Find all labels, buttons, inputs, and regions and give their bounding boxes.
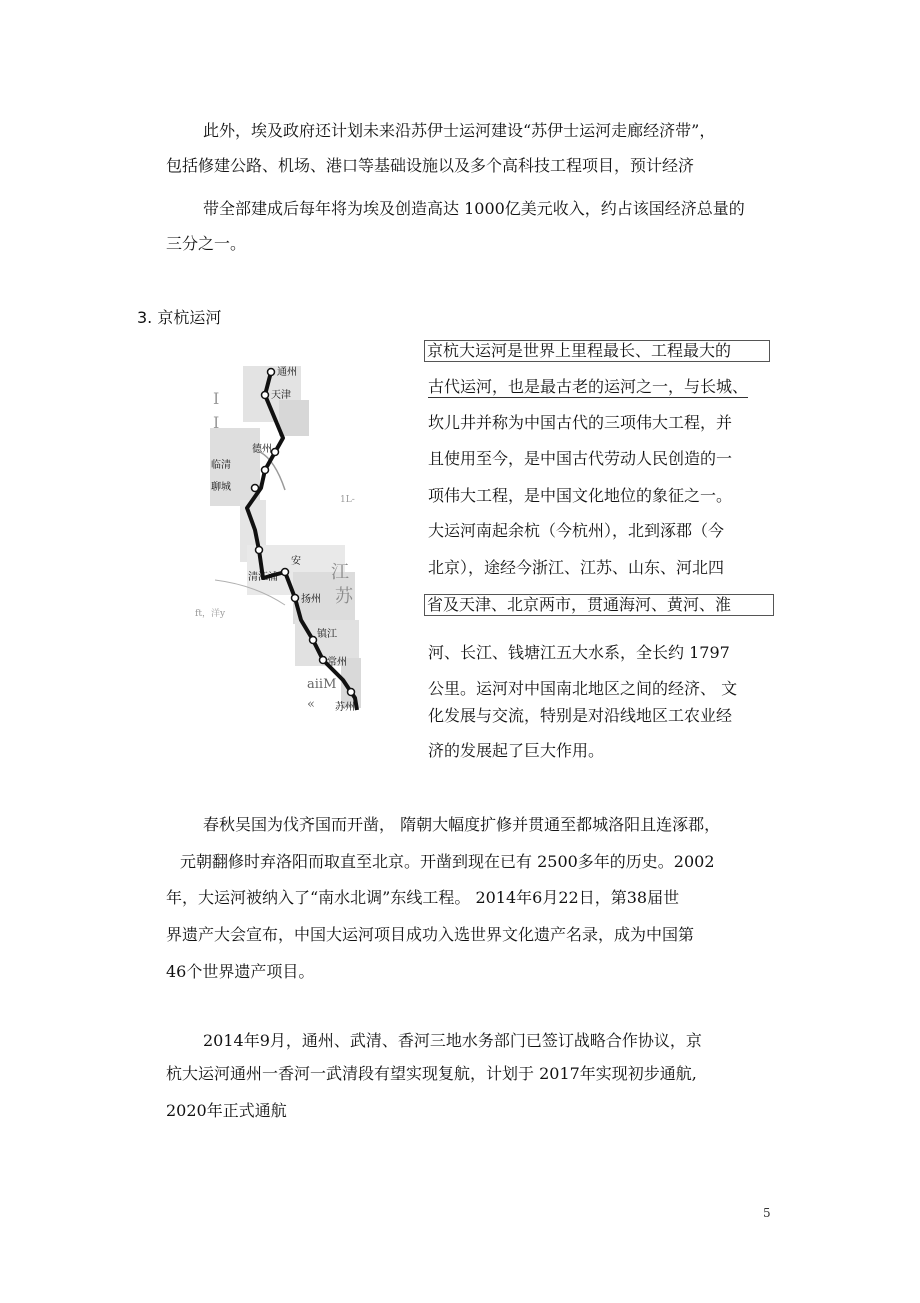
intro-line-4: 三分之一。 — [166, 234, 247, 253]
side-line-1-boxed: 京杭大运河是世界上里程最长、工程最大的 — [424, 340, 770, 362]
city-marker-tongzhou — [268, 369, 275, 376]
city-marker-changzhou — [320, 657, 327, 664]
scan-artifact: I — [213, 389, 220, 408]
side-line-6: 大运河南起余杭（今杭州），北到涿郡（今 — [428, 521, 725, 540]
city-label-liaocheng: 聊城 — [211, 482, 231, 493]
future-line-3: 2020年正式通航 — [166, 1101, 287, 1120]
scan-artifact: I — [213, 413, 220, 432]
scan-artifact: aiiM — [307, 677, 337, 692]
city-label-tianjin: 天津 — [271, 390, 291, 401]
city-label-linqing: 临清 — [211, 460, 231, 471]
history-line-4: 界遗产大会宣布，中国大运河项目成功入选世界文化遗产名录，成为中国第 — [166, 925, 695, 944]
city-label-suzhou: 苏州 — [335, 702, 355, 713]
side-line-4: 且使用至今，是中国古代劳动人民创造的一 — [428, 449, 733, 468]
side-line-2-underlined: 古代运河，也是最古老的运河之一，与长城、 — [428, 377, 749, 396]
side-line-8-boxed: 省及天津、北京两市，贯通海河、黄河、淮 — [424, 594, 774, 616]
city-label-yangzhou: 扬州 — [301, 594, 321, 605]
city-marker-liaocheng — [252, 485, 259, 492]
scan-artifact: 1L- — [340, 495, 355, 505]
intro-line-1: 此外，埃及政府还计划未来沿苏伊士运河建设“苏伊士运河走廊经济带”， — [203, 121, 716, 140]
city-marker-yangzhou — [292, 595, 299, 602]
history-line-1: 春秋吴国为伐齐国而开凿， 隋朝大幅度扩修并贯通至都城洛阳且连涿郡， — [203, 815, 721, 834]
side-line-12: 济的发展起了巨大作用。 — [428, 741, 605, 760]
city-marker-linqing — [262, 467, 269, 474]
page-number: 5 — [763, 1206, 771, 1220]
city-marker-an — [282, 569, 289, 576]
city-marker-zhenjiang — [310, 637, 317, 644]
scan-artifact: ft，洋y — [195, 609, 226, 619]
city-marker-node — [256, 547, 263, 554]
city-marker-tianjin — [262, 392, 269, 399]
canal-map-figure — [195, 340, 395, 720]
history-line-3: 年，大运河被纳入了“南水北调”东线工程。 2014年6月22日，第38届世 — [166, 888, 680, 907]
city-label-changzhou: 常州 — [327, 657, 347, 668]
city-label-an: 安 — [291, 556, 301, 567]
intro-line-2: 包括修建公路、机场、港口等基础设施以及多个高科技工程项目，预计经济 — [166, 156, 695, 175]
section-heading: 3. 京杭运河 — [137, 308, 222, 327]
side-line-9: 河、长江、钱塘江五大水系，全长约 1797 — [428, 643, 730, 662]
future-line-1: 2014年9月，通州、武清、香河三地水务部门已签订战略合作协议，京 — [203, 1031, 702, 1050]
map-tile — [279, 400, 309, 436]
side-line-10: 公里。运河对中国南北地区之间的经济、 文 — [428, 679, 738, 698]
scan-artifact: « — [307, 697, 315, 712]
side-line-7: 北京），途经今浙江、江苏、山东、河北四 — [428, 558, 725, 577]
side-line-3: 坎儿井并称为中国古代的三项伟大工程，并 — [428, 413, 733, 432]
grand-canal-map — [195, 340, 395, 720]
intro-line-3: 带全部建成后每年将为埃及创造高达 1000亿美元收入，约占该国经济总量的 — [203, 199, 745, 218]
side-line-11: 化发展与交流，特别是对沿线地区工农业经 — [428, 706, 733, 725]
city-marker-suzhou — [348, 689, 355, 696]
city-label-qingjiangpu: 清江浦 — [248, 572, 278, 583]
city-label-zhenjiang: 镇江 — [317, 629, 337, 640]
future-line-2: 杭大运河通州一香河一武清段有望实现复航，计划于 2017年实现初步通航, — [166, 1064, 697, 1083]
city-label-tongzhou: 通州 — [277, 367, 297, 378]
city-label-dezhou: 德州 — [252, 444, 272, 455]
history-line-2: 元朝翻修时弃洛阳而取直至北京。开凿到现在已有 2500多年的历史。2002 — [180, 852, 715, 871]
city-marker-dezhou — [272, 449, 279, 456]
history-line-5: 46个世界遗产项目。 — [166, 962, 315, 981]
side-line-5: 项伟大工程，是中国文化地位的象征之一。 — [428, 486, 733, 505]
region-label-su: 苏 — [335, 586, 353, 607]
region-label-jiang: 江 — [331, 562, 349, 583]
